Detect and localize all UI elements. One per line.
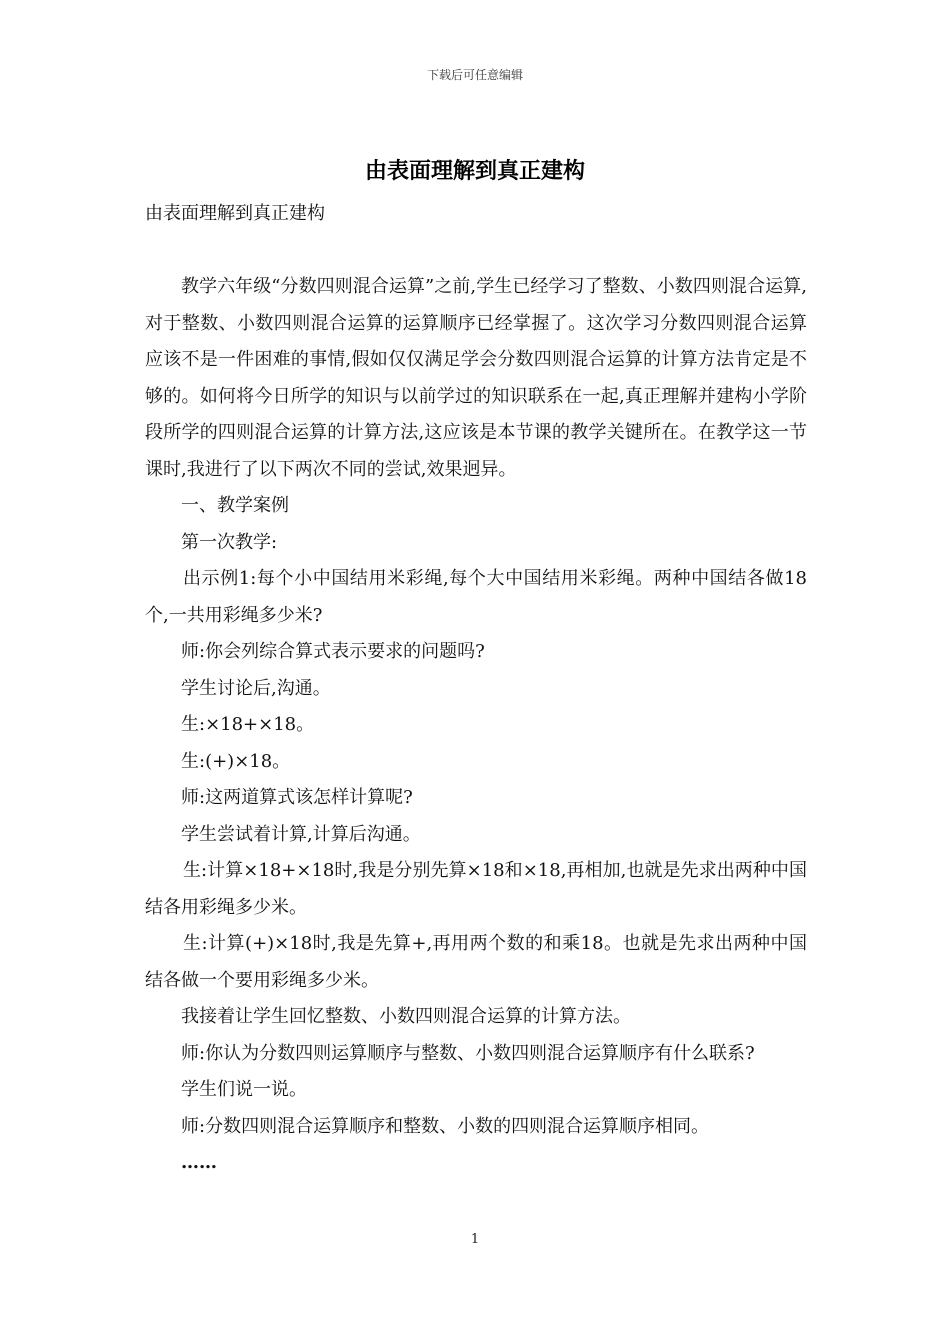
- paragraph-student-formula-1: 生:×18+×18。: [181, 714, 315, 735]
- paragraph-student-try: 学生尝试着计算,计算后沟通。: [181, 823, 421, 845]
- paragraph-discussion: 学生讨论后,沟通。: [181, 677, 331, 699]
- paragraph-recall: 我接着让学生回忆整数、小数四则混合运算的计算方法。: [181, 1006, 631, 1027]
- paragraph-student-formula-2: 生:(+)×18。: [181, 750, 291, 772]
- section-heading: 一、教学案例: [181, 495, 289, 516]
- paragraph-example: 出示例1:每个小中国结用米彩绳,每个大中国结用米彩绳。两种中国结各做18个,一共用彩绳多少米?: [145, 568, 807, 626]
- paragraph-teacher-relation: 师:你认为分数四则运算顺序与整数、小数四则混合运算顺序有什么联系?: [181, 1042, 755, 1064]
- paragraph-teacher-question: 师:你会列综合算式表示要求的问题吗?: [181, 641, 485, 662]
- paragraph-first-lesson: 第一次教学:: [181, 531, 278, 553]
- paragraph-student-answer-1: 生:计算×18+×18时,我是分别先算×18和×18,再相加,也就是先求出两种中国结各用彩绳多少米。: [145, 860, 807, 918]
- document-subtitle: 由表面理解到真正建构: [145, 203, 325, 224]
- paragraph-students-say: 学生们说一说。: [181, 1079, 307, 1100]
- paragraph-ellipsis: ……: [181, 1152, 217, 1173]
- document-title: 由表面理解到真正建构: [364, 158, 585, 184]
- paragraph-intro: 教学六年级“分数四则混合运算”之前,学生已经学习了整数、小数四则混合运算,对于整数、小数四则混合运算的运算顺序已经掌握了。这次学习分数四则混合运算应该不是一件困难的事情,假如仅仅满足学会分数四则混合运算的计算方法肯定是不够的。如何将今日所学的知识与以前学过的知识联系在一起,真正理解并建构小学阶段所学的四则混合运算的计算方法,这应该是本节课的教学关键所在。在教学这一节课时,我进行了以下两次不同的尝试,效果迥异。: [145, 276, 807, 480]
- header-note: 下载后可任意编辑: [426, 68, 523, 82]
- paragraph-teacher-conclusion: 师:分数四则混合运算顺序和整数、小数的四则混合运算顺序相同。: [181, 1115, 710, 1137]
- document-body: [145, 196, 807, 1182]
- paragraph-student-answer-2: 生:计算(+)×18时,我是先算+,再用两个数的和乘18。也就是先求出两种中国结各做一个要用彩绳多少米。: [145, 933, 807, 991]
- paragraph-teacher-how: 师:这两道算式该怎样计算呢?: [181, 787, 413, 808]
- page-number: 1: [470, 1232, 480, 1247]
